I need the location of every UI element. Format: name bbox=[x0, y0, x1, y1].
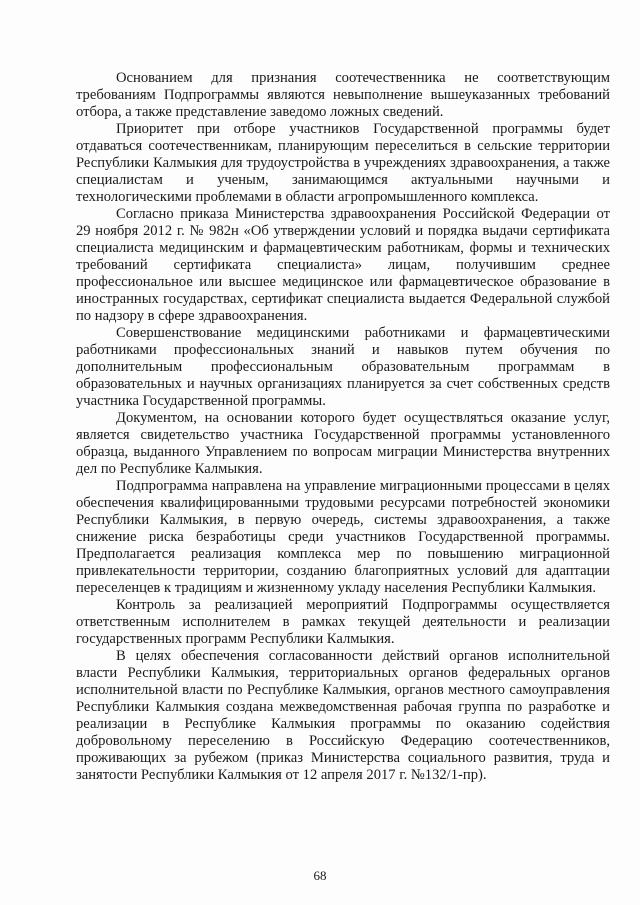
paragraph-8: В целях обеспечения согласованности действий органов исполнительной власти Республики Калмыкия, территориальных органов федеральных органов исполнительной власти по Республике Калмыкия, органов местного самоуправления Республики Калмыкия создана межведомственная рабочая группа по разработке и реализации в Республике Калмыкия программы по оказанию содействия добровольному переселению в Российскую Федерацию соотечественников, проживающих за рубежом (приказ Министерства социального развития, труда и занятости Республики Калмыкия от 12 апреля 2017 г. №132/1-пр). bbox=[76, 648, 610, 783]
paragraph-1: Основанием для признания соотечественника не соответствующим требованиям Подпрограммы являются невыполнение вышеуказанных требований отбора, а также представление заведомо ложных сведений. bbox=[76, 70, 610, 120]
document-body bbox=[76, 70, 610, 784]
paragraph-2: Приоритет при отборе участников Государственной программы будет отдаваться соотечественникам, планирующим переселиться в сельские территории Республики Калмыкия для трудоустройства в учреждениях здравоохранения, а также специалистам и ученым, занимающимся актуальными научными и технологическими проблемами в области агропромышленного комплекса. bbox=[76, 121, 610, 205]
page-number: 68 bbox=[313, 868, 327, 883]
paragraph-6: Подпрограмма направлена на управление миграционными процессами в целях обеспечения квалифицированными трудовыми ресурсами потребностей экономики Республики Калмыкия, в первую очередь, системы здравоохранения, а также снижение риска безработицы среди участников Государственной программы. Предполагается реализация комплекса мер по повышению миграционной привлекательности территории, созданию благоприятных условий для адаптации переселенцев к традициям и жизненному укладу населения Республики Калмыкия. bbox=[76, 478, 610, 596]
paragraph-5: Документом, на основании которого будет осуществляться оказание услуг, является свидетельство участника Государственной программы установленного образца, выданного Управлением по вопросам миграции Министерства внутренних дел по Республике Калмыкия. bbox=[76, 410, 610, 477]
paragraph-4: Совершенствование медицинскими работниками и фармацевтическими работниками профессиональных знаний и навыков путем обучения по дополнительным профессиональным образовательным программам в образовательных и научных организациях планируется за счет собственных средств участника Государственной программы. bbox=[76, 325, 610, 409]
paragraph-3: Согласно приказа Министерства здравоохранения Российской Федерации от 29 ноября 2012 г. № 982н «Об утверждении условий и порядка выдачи сертификата специалиста медицинским и фармацевтическим работникам, формы и технических требований сертификата специалиста» лицам, получившим среднее профессиональное или высшее медицинское или фармацевтическое образование в иностранных государствах, сертификат специалиста выдается Федеральной службой по надзору в сфере здравоохранения. bbox=[76, 206, 610, 324]
paragraph-7: Контроль за реализацией мероприятий Подпрограммы осуществляется ответственным исполнителем в рамках текущей деятельности и реализации государственных программ Республики Калмыкия. bbox=[76, 597, 610, 647]
